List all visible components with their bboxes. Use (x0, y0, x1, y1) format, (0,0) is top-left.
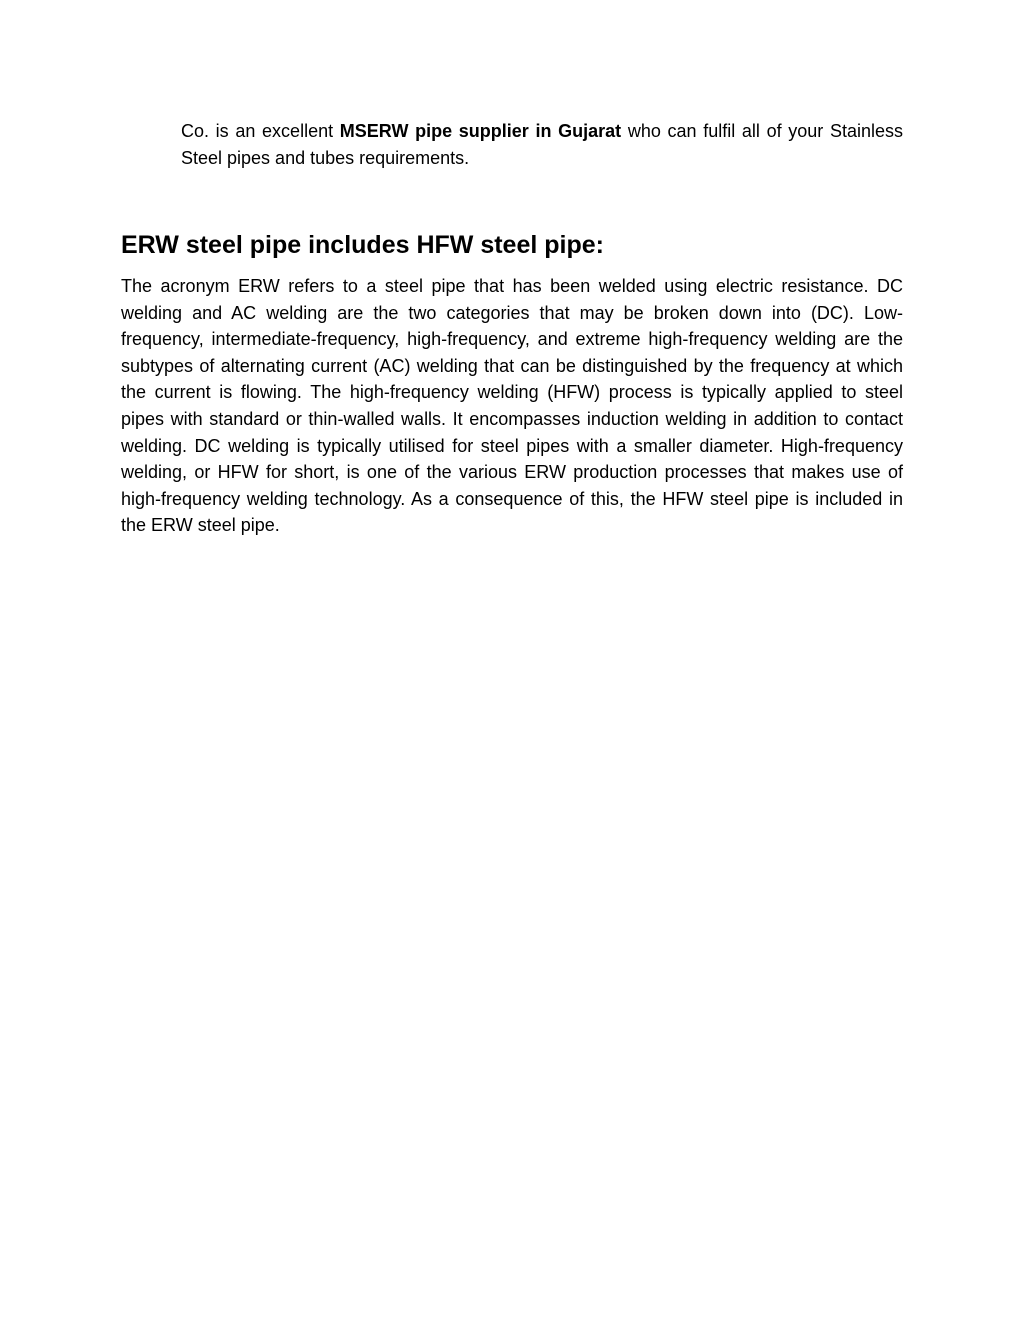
intro-paragraph (181, 118, 903, 172)
intro-bold-phrase: MSERW pipe supplier in Gujarat (339, 121, 622, 141)
intro-text-start: Co. is an excellent (181, 121, 340, 141)
section-heading: ERW steel pipe includes HFW steel pipe: (121, 231, 604, 259)
intro-text-end: who can fulfil all of your Stainless Steel pipes and tubes requirements. (181, 121, 903, 168)
section-paragraph: The acronym ERW refers to a steel pipe that has been welded using electric resistance. DC welding and AC welding are the two categories that may be broken down into (DC). Low-frequency, intermediate-frequency, high-frequency, and extreme high-frequency welding are the subtypes of alternating current (AC) welding that can be distinguished by the frequency at which the current is flowing. The high-frequency welding (HFW) process is typically applied to steel pipes with standard or thin-walled walls. It encompasses induction welding in addition to contact welding. DC welding is typically utilised for steel pipes with a smaller diameter. High-frequency welding, or HFW for short, is one of the various ERW production processes that makes use of high-frequency welding technology. As a consequence of this, the HFW steel pipe is included in the ERW steel pipe. (121, 276, 903, 536)
